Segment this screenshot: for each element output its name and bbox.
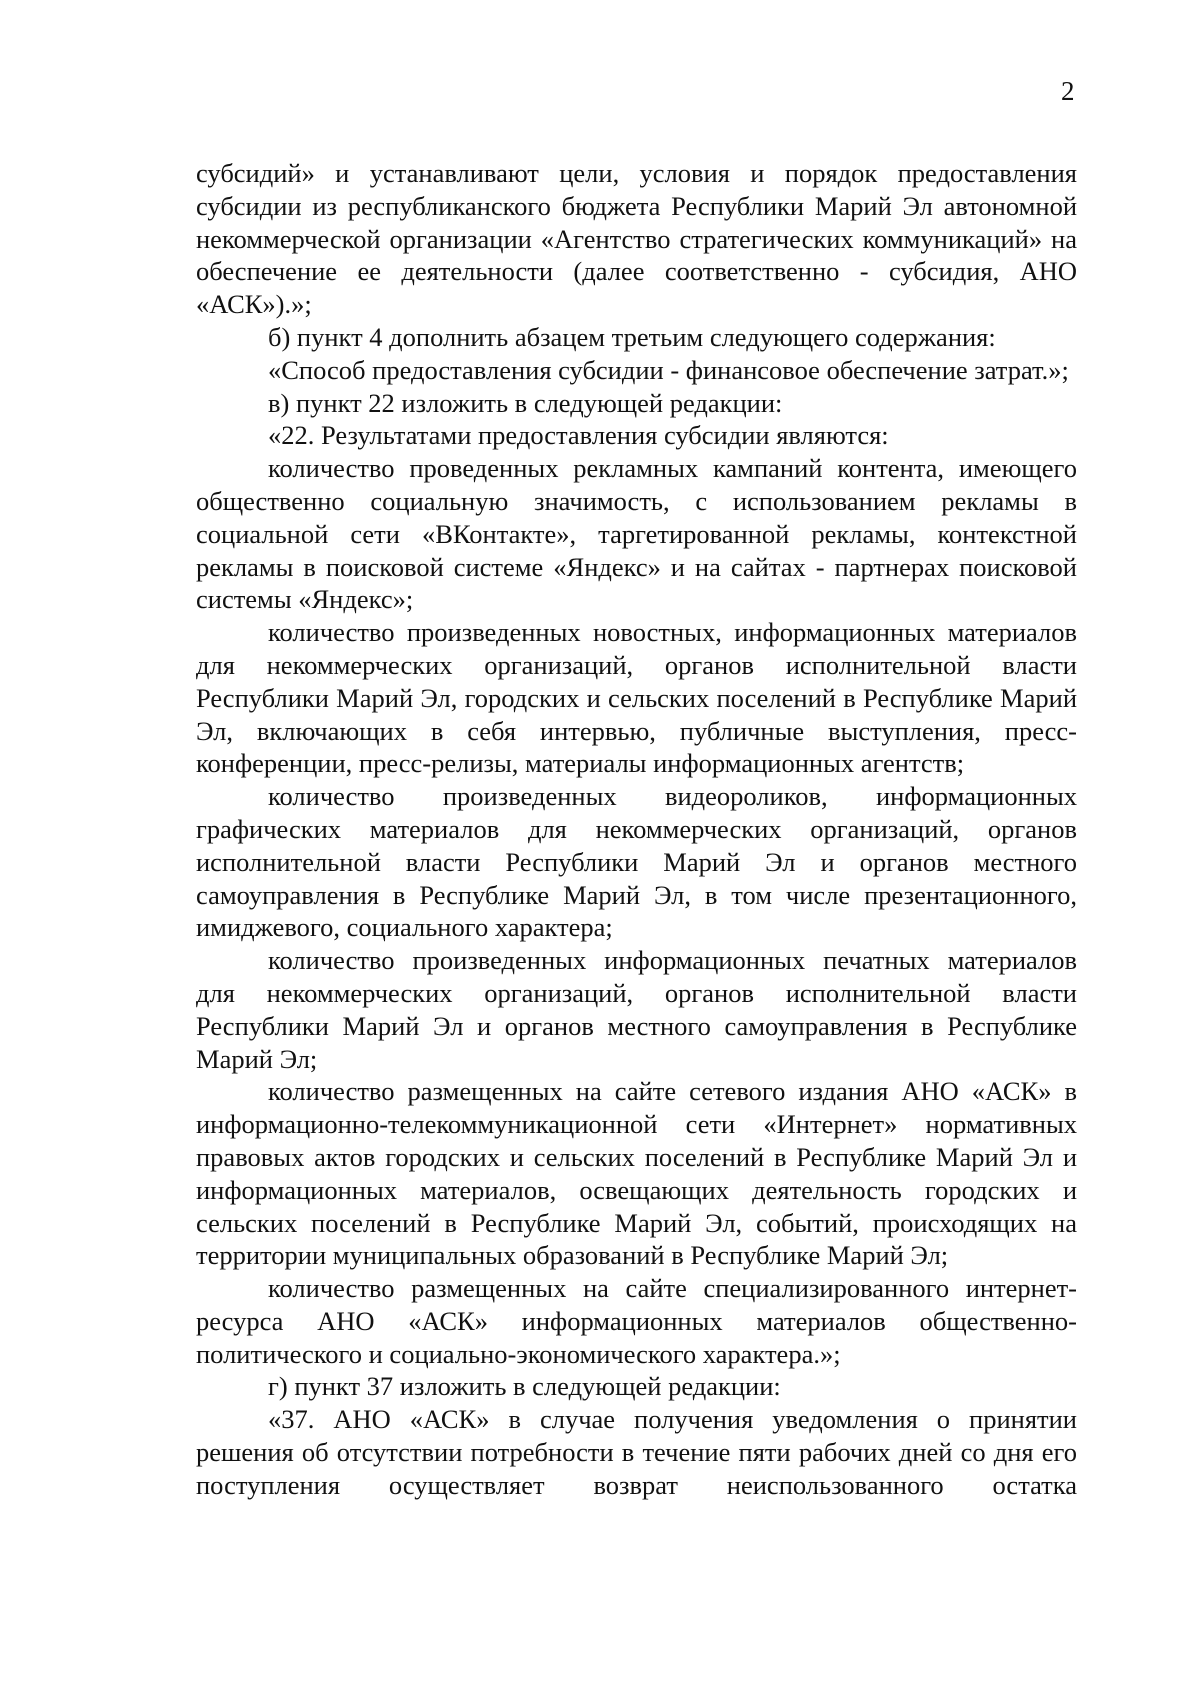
paragraph-result-printed-materials: количество произведенных информационных печатных материалов для некоммерческих организаций, органов исполнительной власти Республики Марий Эл и органов местного самоуправления в Республике Марий Эл; [196, 945, 1077, 1074]
paragraph-point-37: «37. АНО «АСК» в случае получения уведомления о принятии решения об отсутствии потребности в течение пяти рабочих дней со дня его поступления осуществляет возврат неиспользованного остатка [196, 1404, 1077, 1500]
page-number: 2 [1061, 76, 1075, 106]
paragraph-point-22: «22. Результатами предоставления субсидии являются: [268, 420, 889, 451]
paragraph-item-g: г) пункт 37 изложить в следующей редакции: [268, 1371, 781, 1402]
document-body [196, 157, 1077, 1502]
paragraph-result-videos: количество произведенных видеороликов, информационных графических материалов для некоммерческих организаций, органов исполнительной власти Республики Марий Эл и органов местного самоуправления в Республике Марий Эл, в том числе презентационного, имиджевого, социального характера; [196, 781, 1077, 943]
paragraph-result-ad-campaigns: количество проведенных рекламных кампаний контента, имеющего общественно социальную значимость, с использованием рекламы в социальной сети «ВКонтакте», таргетированной рекламы, контекстной рекламы в поисковой системе «Яндекс» и на сайтах - партнерах поисковой системы «Яндекс»; [196, 453, 1077, 615]
paragraph-item-v: в) пункт 22 изложить в следующей редакции: [268, 387, 783, 418]
paragraph-subsidy-purpose: субсидий» и устанавливают цели, условия и порядок предоставления субсидии из республиканского бюджета Республики Марий Эл автономной некоммерческой организации «Агентство стратегических коммуникаций» на обеспечение ее деятельности (далее соответственно - субсидия, АНО «АСК»).»; [196, 158, 1077, 320]
paragraph-result-site-publications: количество размещенных на сайте сетевого издания АНО «АСК» в информационно-телекоммуникационной сети «Интернет» нормативных правовых актов городских и сельских поселений в Республике Марий Эл и информационных материалов, освещающих деятельность городских и сельских поселений в Республике Марий Эл, событий, происходящих на территории муниципальных образований в Республике Марий Эл; [196, 1076, 1077, 1271]
paragraph-subsidy-method: «Способ предоставления субсидии - финансовое обеспечение затрат.»; [268, 354, 1069, 385]
paragraph-item-b: б) пункт 4 дополнить абзацем третьим следующего содержания: [268, 321, 996, 352]
paragraph-result-internet-resource: количество размещенных на сайте специализированного интернет-ресурса АНО «АСК» информационных материалов общественно-политического и социально-экономического характера.»; [196, 1273, 1077, 1369]
paragraph-result-news-materials: количество произведенных новостных, информационных материалов для некоммерческих организаций, органов исполнительной власти Республики Марий Эл, городских и сельских поселений в Республике Марий Эл, включающих в себя интервью, публичные выступления, пресс-конференции, пресс-релизы, материалы информационных агентств; [196, 617, 1077, 779]
